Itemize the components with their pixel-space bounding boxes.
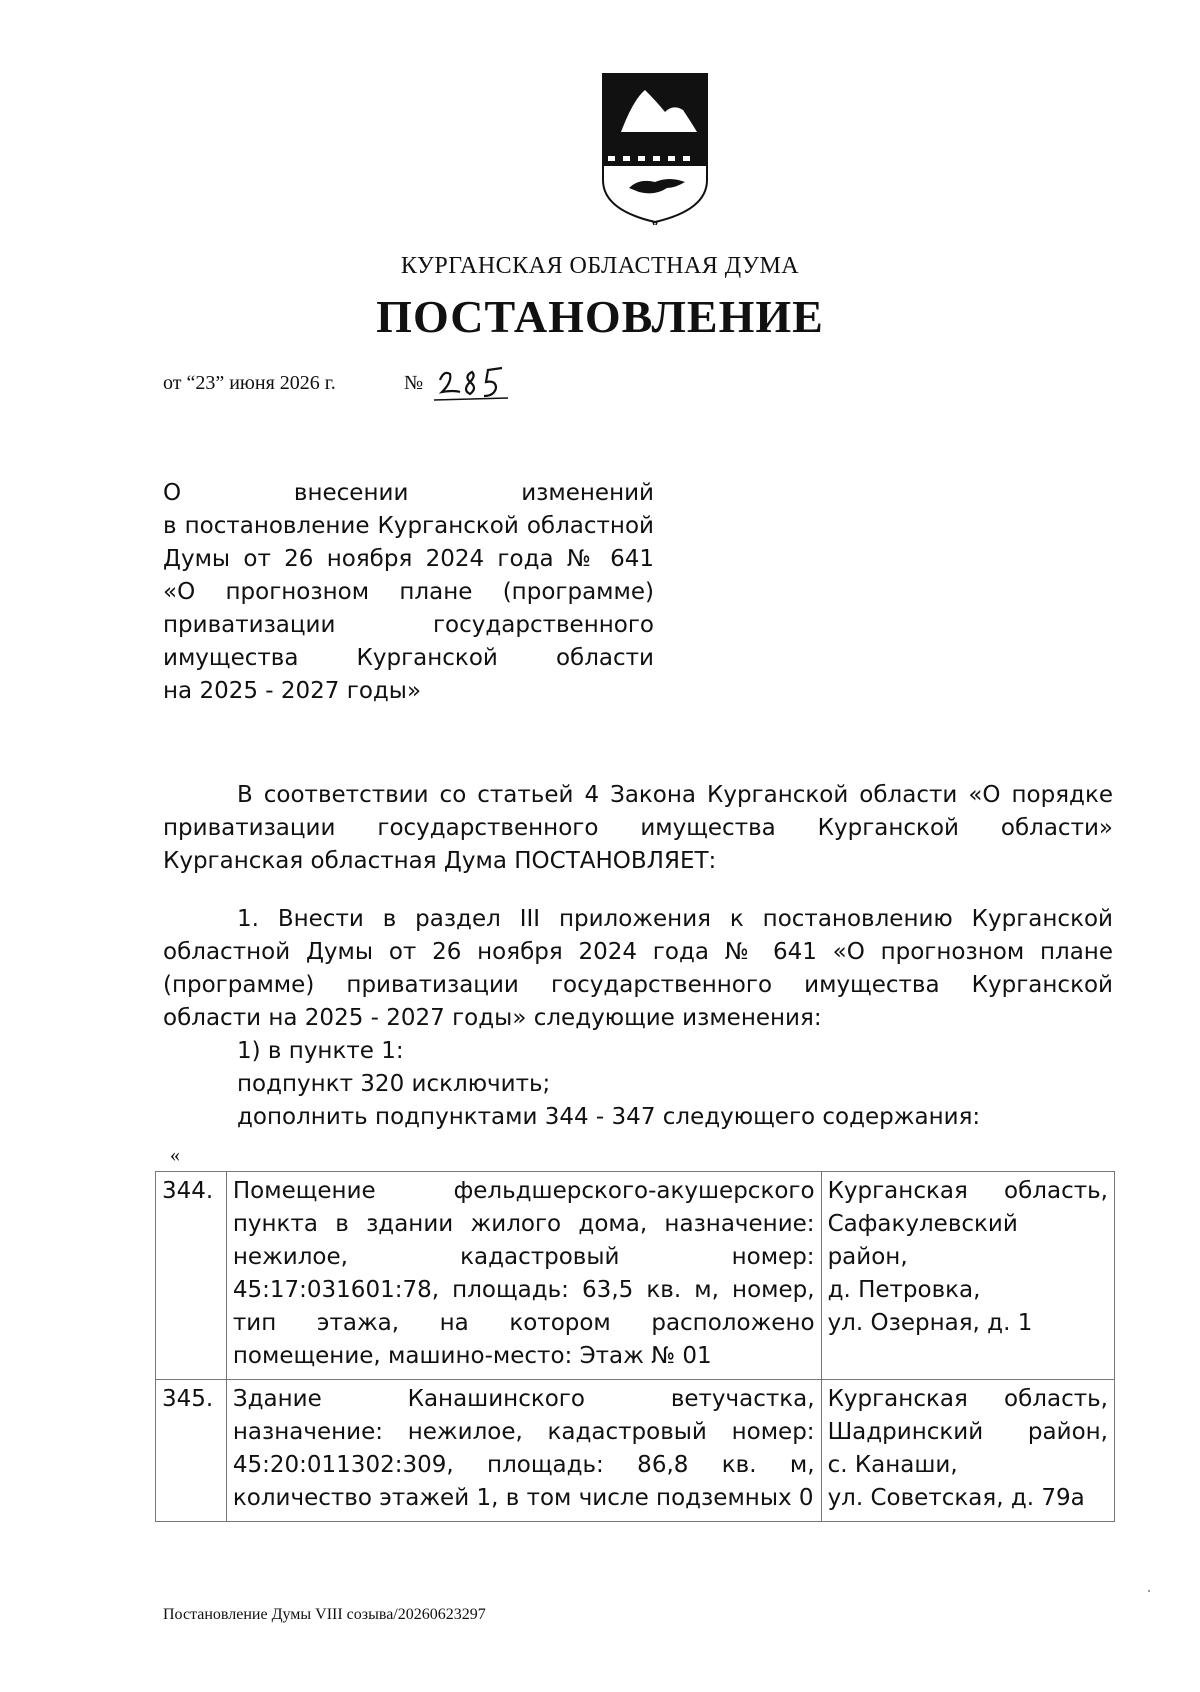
opening-quote: « xyxy=(170,1144,180,1166)
address-line: ул. Советская, д. 79а xyxy=(827,1485,1085,1511)
title-line: «О прогнозном плане (программе) xyxy=(163,579,654,605)
organization-name: КУРГАНСКАЯ ОБЛАСТНАЯ ДУМА xyxy=(400,253,800,279)
handwritten-number xyxy=(432,358,510,404)
address-line: Шадринский район, xyxy=(827,1419,1108,1445)
title-line: в постановление Курганской областной xyxy=(163,513,654,539)
item-address xyxy=(821,1380,1114,1522)
item-1-paragraph: 1. Внести в раздел III приложения к постановлению Курганской областной Думы от 26 ноября 2024 года № 641 «О прогнозном плане (программе) приватизации государственного имущества Курганской области на 2025 - 2027 годы» следующие изменения: xyxy=(163,906,1113,1031)
item-address xyxy=(821,1172,1114,1380)
item-description: Здание Канашинского ветучастка, назначение: нежилое, кадастровый номер: 45:20:011302:309, площадь: 86,8 кв. м, количество этажей 1, в том числе подземных 0 xyxy=(226,1380,821,1522)
scan-speck xyxy=(1148,1590,1150,1592)
title-line: Думы от 26 ноября 2024 года № 641 xyxy=(163,546,654,572)
title-line: приватизации государственного xyxy=(163,612,654,638)
item-number: 345. xyxy=(156,1380,227,1522)
address-line: Курганская область, xyxy=(827,1386,1108,1412)
address-line: ул. Озерная, д. 1 xyxy=(827,1310,1033,1336)
table-row xyxy=(156,1172,1115,1380)
document-date: от “23” июня 2026 г. xyxy=(163,372,336,394)
address-line: Курганская область, xyxy=(827,1178,1108,1204)
subitem-line: дополнить подпунктами 344 - 347 следующего содержания: xyxy=(237,1104,981,1130)
subitem-line: 1) в пункте 1: xyxy=(237,1038,404,1064)
title-line: О внесении изменений xyxy=(163,480,654,506)
preamble-paragraph: В соответствии со статьей 4 Закона Курганской области «О порядке приватизации государственного имущества Курганской области» Курганская областная Дума ПОСТАНОВЛЯЕТ: xyxy=(163,782,1113,874)
address-line: район, xyxy=(827,1244,908,1270)
privatization-items-table xyxy=(155,1171,1115,1522)
title-line: имущества Курганской области xyxy=(163,645,654,671)
item-number: 344. xyxy=(156,1172,227,1380)
table-row xyxy=(156,1380,1115,1522)
title-line: на 2025 - 2027 годы» xyxy=(163,678,422,704)
subitem-line: подпункт 320 исключить; xyxy=(237,1071,551,1097)
address-line: с. Канаши, xyxy=(827,1452,958,1478)
address-line: Сафакулевский xyxy=(827,1211,1018,1237)
document-footer: Постановление Думы VIII созыва/20260623297 xyxy=(163,1606,486,1623)
number-sign: № xyxy=(404,372,424,394)
document-type: ПОСТАНОВЛЕНИЕ xyxy=(376,291,824,342)
item-description: Помещение фельдшерского-акушерского пункта в здании жилого дома, назначение: нежилое, кадастровый номер: 45:17:031601:78, площадь: 63,5 кв. м, номер, тип этажа, на котором расположено помещение, машино-место: Этаж № 01 xyxy=(226,1172,821,1380)
address-line: д. Петровка, xyxy=(827,1277,981,1303)
document-title xyxy=(163,477,654,708)
coat-of-arms-emblem xyxy=(599,70,711,225)
